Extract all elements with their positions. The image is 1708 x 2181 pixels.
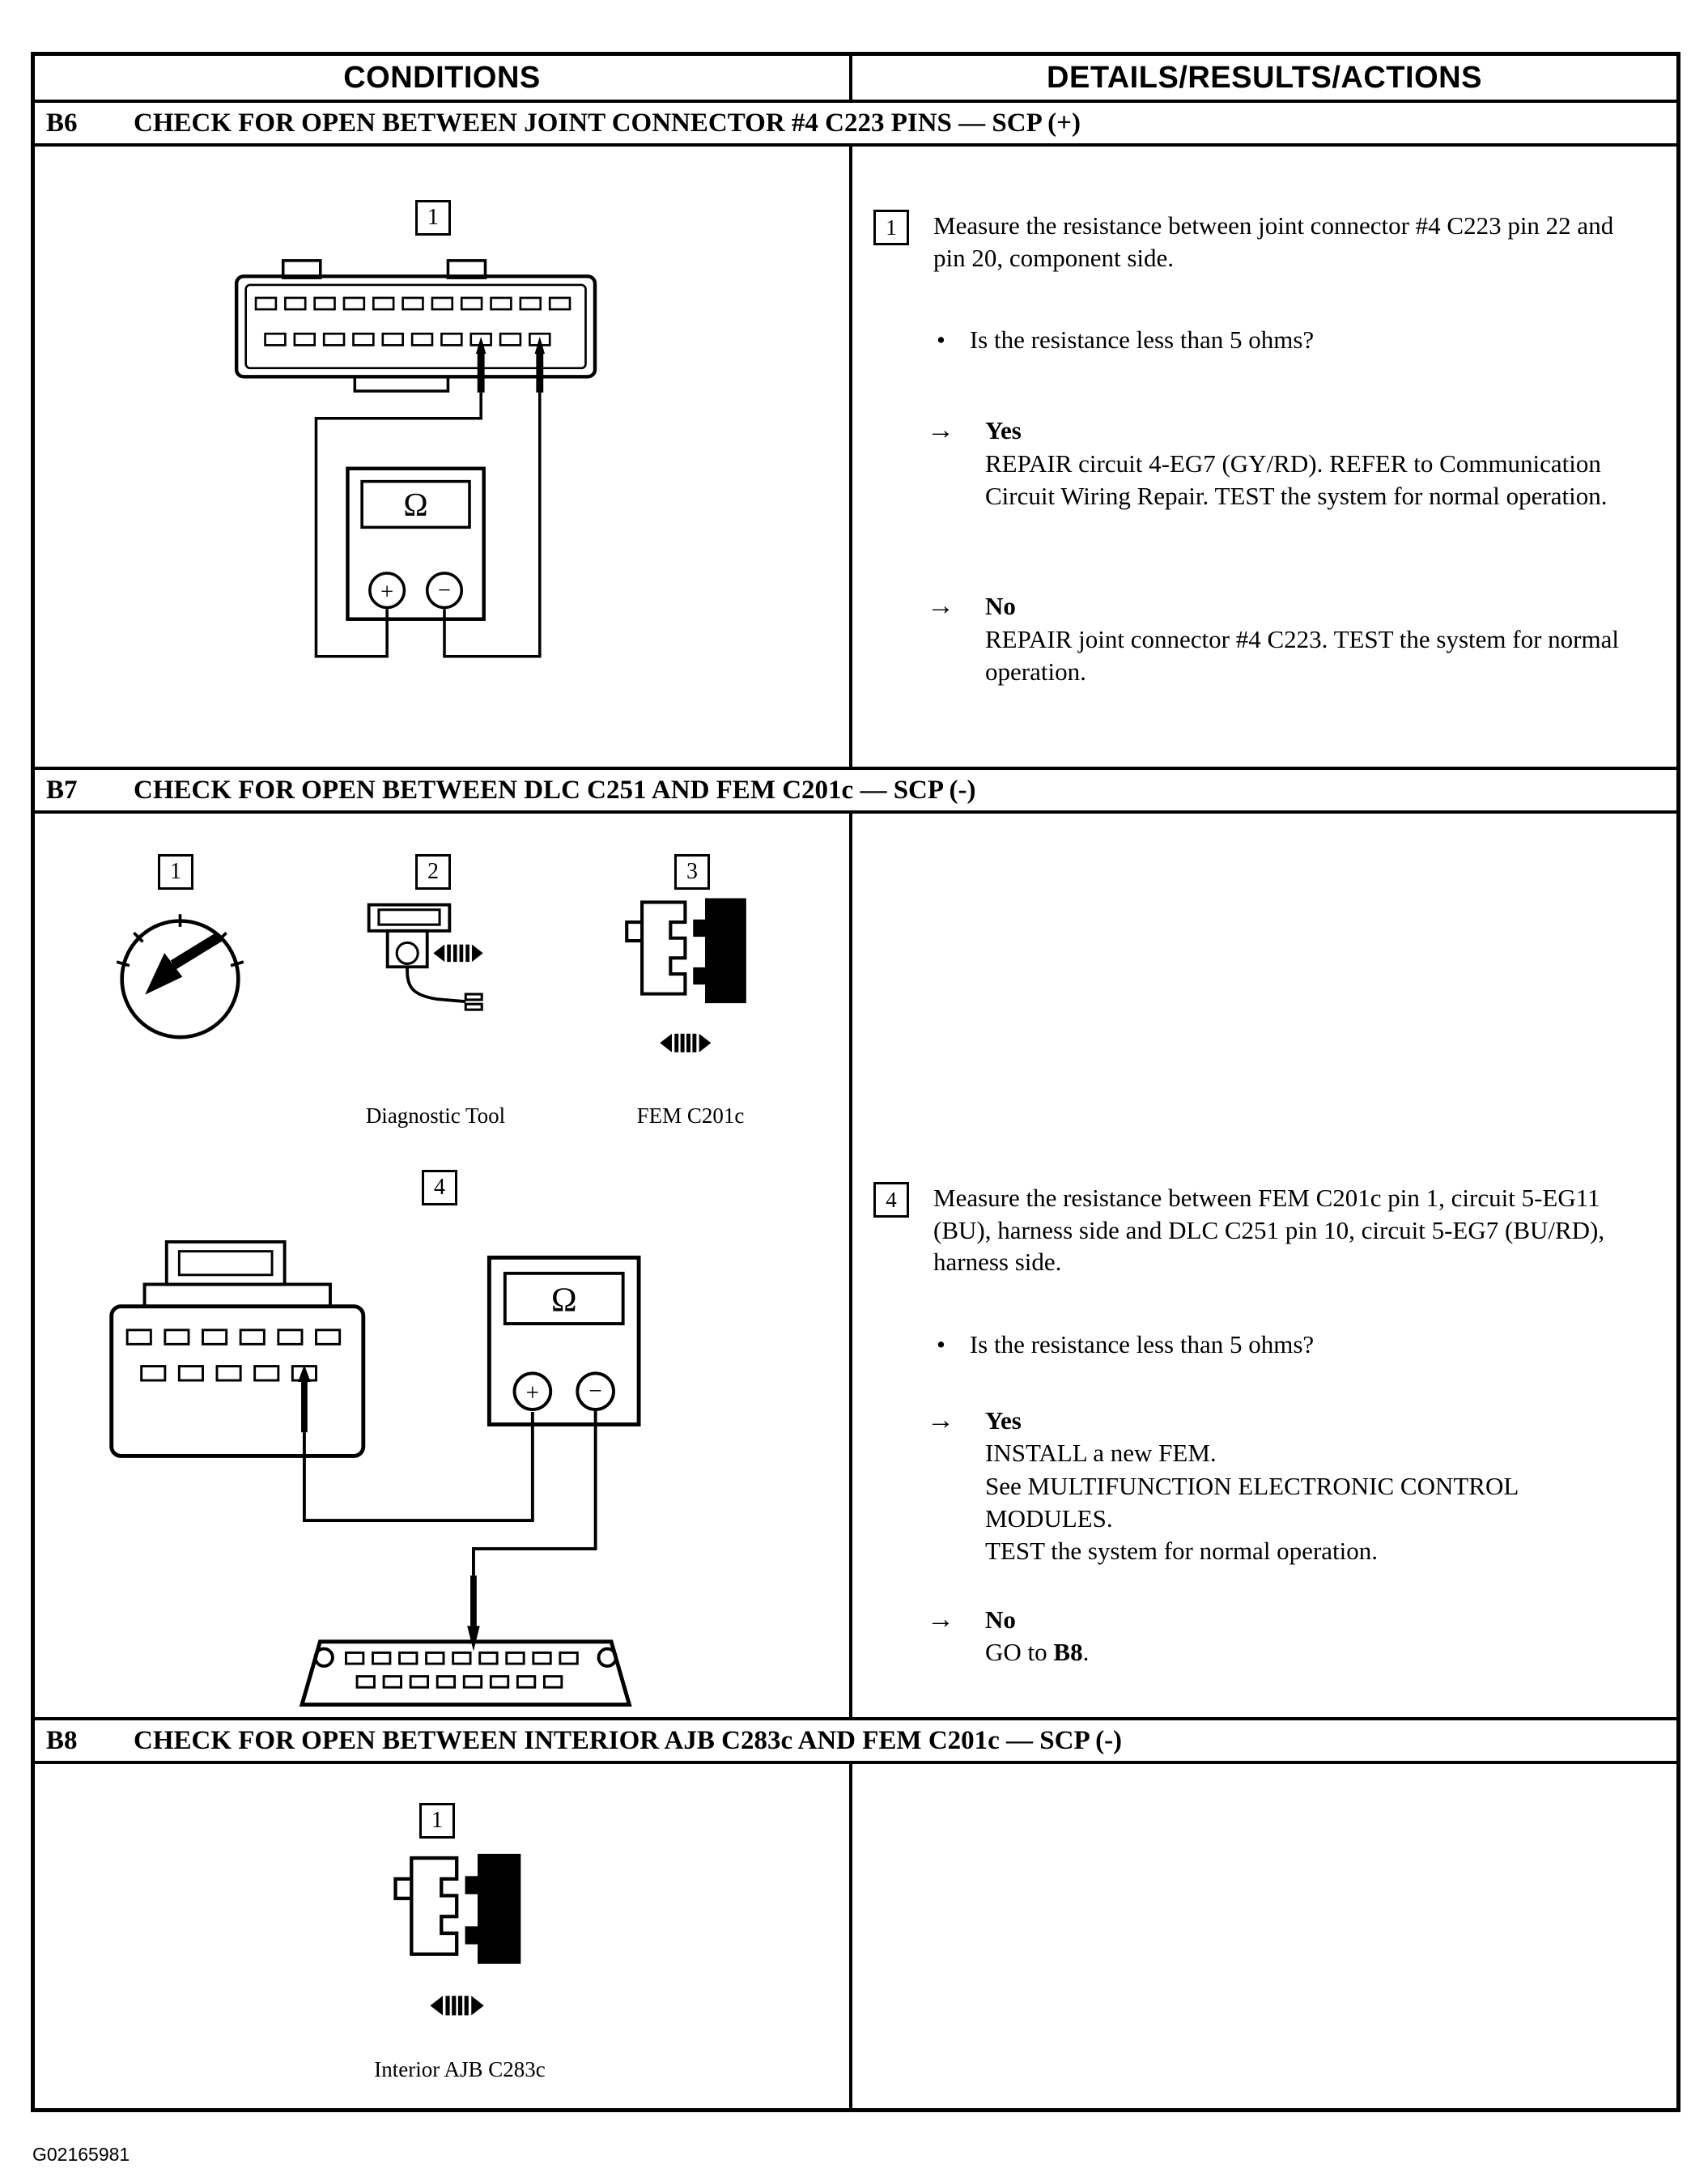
b7-yes-line: See MULTIFUNCTION ELECTRONIC CONTROL MODULES. [985,1471,1519,1533]
bullet-glyph: • [937,1330,945,1359]
figure-id-code: G02165981 [32,2144,130,2165]
insertion-arrow-icon [433,945,482,962]
step-number-box: 4 [873,1182,909,1218]
connector-outline [411,1858,457,1954]
figure-number-box: 4 [422,1170,457,1205]
test-lead [304,1412,533,1520]
bullet-glyph: • [937,325,945,355]
test-leads [316,393,539,657]
fem-connector-caption: FEM C201c [636,1103,745,1128]
fem-connector-pins [127,1330,339,1380]
insertion-arrow-icon [660,1034,711,1052]
minus-label: − [588,1378,602,1405]
figure-number-box: 2 [415,854,451,890]
details-column-header: DETAILS/RESULTS/ACTIONS [1047,60,1482,95]
arrow-glyph: → [927,415,954,446]
b6-question-text: Is the resistance less than 5 ohms? [969,325,1315,355]
dlc-connector [302,1642,629,1705]
ignition-switch-icon [109,907,251,1048]
b7-yes-line: INSTALL a new FEM. [985,1439,1217,1468]
b6-yes-branch [927,415,1649,512]
fem-connector-body [112,1242,363,1456]
minus-label: − [438,578,451,604]
b7-yes-line: TEST the system for normal operation. [985,1537,1378,1566]
arrow-glyph: → [927,1604,954,1635]
connector-silhouette [465,1854,521,1964]
plus-label: + [380,579,394,605]
b7-conditions-cell [35,814,852,1717]
b7-yes-branch [927,1405,1649,1567]
b6-step-text: Measure the resistance between joint connector #4 C223 pin 22 and pin 20, component side. [933,211,1614,272]
section-b7-title: CHECK FOR OPEN BETWEEN DLC C251 AND FEM C201c — SCP (-) [134,775,976,805]
b6-no-label: No [985,592,1016,621]
pinpoint-test-table [31,52,1680,2112]
ajb-connector-icon [373,1848,547,2036]
arrow-glyph: → [927,1405,954,1436]
b6-question [937,325,1649,355]
figure-number-box: 1 [419,1803,455,1839]
section-b8-title-row [35,1720,1676,1764]
b6-yes-text: REPAIR circuit 4-EG7 (GY/RD). REFER to Communication Circuit Wiring Repair. TEST the system for normal operation. [985,449,1608,510]
b6-yes-label: Yes [985,416,1022,445]
b7-no-branch [927,1604,1649,1669]
section-b7-body-row [35,814,1676,1720]
test-lead [474,1409,596,1575]
arrow-glyph: → [927,591,954,622]
ajb-connector-caption: Interior AJB C283c [374,2057,546,2081]
conditions-column-header: CONDITIONS [35,56,852,100]
joint-connector-pins [256,298,570,345]
plus-label: + [525,1380,540,1406]
dlc-pins [346,1652,577,1687]
joint-connector-measurement-diagram [168,253,670,677]
step-number-box: 1 [873,210,909,245]
figure-number-box: 1 [158,854,193,890]
connector-outline [642,902,685,993]
fem-connector-icon [605,893,771,1072]
b7-question [937,1330,1649,1359]
section-b6-title-row [35,103,1676,147]
connector-silhouette [693,899,746,1004]
b8-details-cell [852,1764,1676,2108]
figure-number-box: 3 [674,854,710,890]
b6-details-cell [852,147,1676,767]
section-b8-body-row [35,1764,1676,2108]
section-b7-title-row [35,770,1676,814]
section-b6-body-row [35,147,1676,770]
b6-no-text: REPAIR joint connector #4 C223. TEST the system for normal operation. [985,624,1619,686]
b6-conditions-cell [35,147,852,767]
ohms-symbol: Ω [550,1281,577,1320]
insertion-arrow-icon [431,1996,484,2015]
section-b8-id: B8 [46,1725,78,1755]
b7-no-text: GO to B8. [985,1637,1090,1666]
b7-step-text: Measure the resistance between FEM C201c pin 1, circuit 5-EG11 (BU), harness side and DLC C251 pin 10, circuit 5-EG7 (BU/RD), harness side. [933,1184,1605,1277]
b6-no-branch [927,590,1649,688]
diagnostic-tool-caption: Diagnostic Tool [365,1103,506,1128]
figure-number-box: 1 [415,200,451,236]
b7-question-text: Is the resistance less than 5 ohms? [969,1330,1315,1359]
section-b6-id: B6 [46,108,78,138]
b7-details-cell [852,814,1676,1717]
diagnostic-tool-icon [344,901,530,1050]
b6-step [852,210,1649,274]
table-header-row [35,56,1676,103]
b8-conditions-cell [35,1764,852,2108]
section-b7-id: B7 [46,775,78,805]
ohms-symbol: Ω [403,487,428,524]
fem-dlc-measurement-diagram [104,1212,670,1715]
section-b8-title: CHECK FOR OPEN BETWEEN INTERIOR AJB C283c AND FEM C201c — SCP (-) [134,1725,1123,1755]
section-b6-title: CHECK FOR OPEN BETWEEN JOINT CONNECTOR #4 C223 PINS — SCP (+) [134,108,1081,138]
b7-step [852,1182,1649,1278]
b7-yes-label: Yes [985,1406,1022,1435]
b7-no-label: No [985,1605,1016,1634]
